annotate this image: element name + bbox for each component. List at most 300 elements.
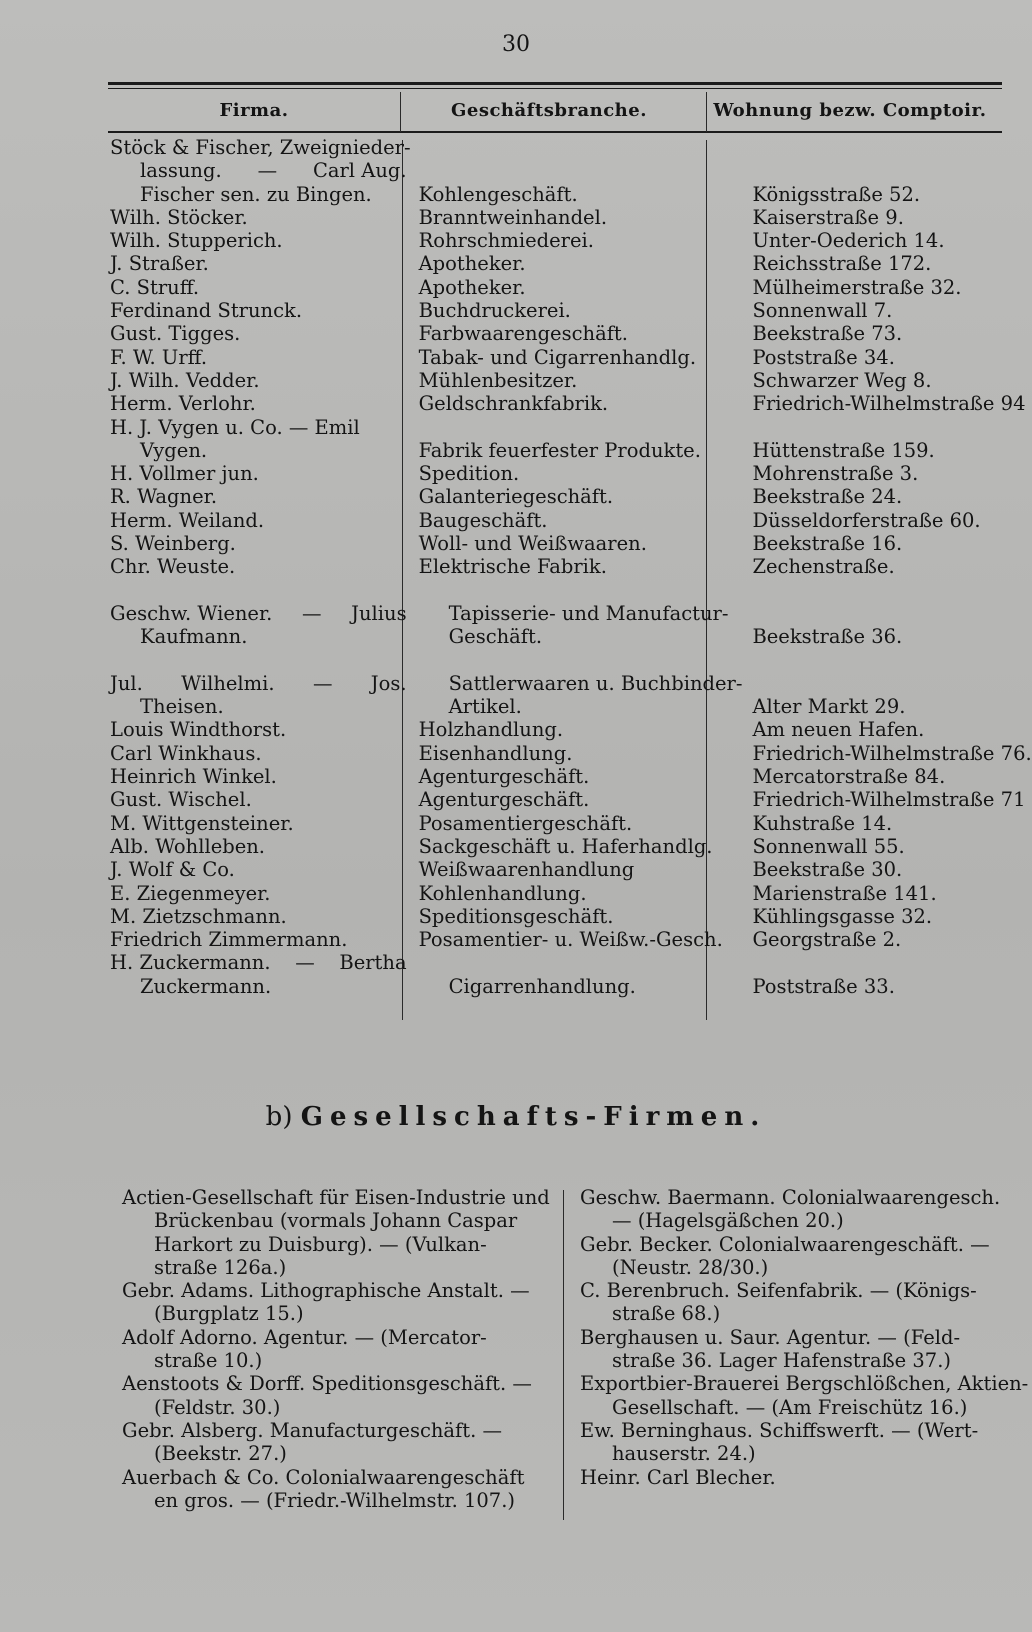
firm-name-line [110,765,411,788]
company-entry-text: Ew. Berninghaus. Schiffswerft. — (Wert- [580,1418,979,1442]
company-entry-text: Gebr. Adams. Lithographische Anstalt. — [122,1279,530,1303]
address-line: Alter Markt 29. [752,695,906,719]
branche-line: Geldschrankfabrik. [418,392,609,416]
address-cell [742,485,1032,508]
firm-name-part: J. Straßer. [110,252,209,276]
table-row [108,649,1032,719]
branche-cell [411,276,743,299]
branche-line: Apotheker. [418,252,526,276]
branche-line: Holzhandlung. [418,718,564,742]
branche-cell [411,882,743,905]
firm-name-part: Wilhelmi. [181,671,275,695]
table-row [108,252,1032,275]
company-entry-text: Geschw. Baermann. Colonialwaarengesch. [580,1186,1001,1209]
firm-name-part: Gust. Wischel. [110,788,252,812]
company-entry-text: straße 36. Lager Hafenstraße 37.) [612,1349,952,1373]
top-rule [108,82,1002,85]
firm-name-part: Theisen. [140,695,224,719]
address-cell [742,392,1032,415]
company-entry-line [580,1233,1012,1256]
firm-name-line [110,485,411,508]
branche-line: Apotheker. [418,275,526,299]
right-column [580,1186,1029,1489]
address-line: Hüttenstraße 159. [752,438,935,462]
branche-line [419,649,743,672]
firm-name-part: Fischer sen. zu Bingen. [140,182,372,206]
address-line: Beekstraße 30. [752,858,903,882]
firm-name-cell [108,718,411,741]
firm-name-line [110,812,411,835]
firm-name-cell [108,485,411,508]
firm-name-line [110,462,411,485]
firm-name-part: H. J. Vygen u. Co. — Emil [110,415,360,439]
company-entry-text: Berghausen u. Saur. Agentur. — (Feld- [580,1325,961,1349]
left-column [122,1186,550,1512]
address-cell [742,229,1032,252]
firm-name-part: H. Zuckermann. [110,951,271,975]
branche-line: Galanteriegeschäft. [418,485,614,509]
branche-cell [411,322,743,345]
header-rule [108,131,1002,133]
branche-line: Eisenhandlung. [418,741,573,765]
branche-line: Sackgeschäft u. Haferhandlg. [418,834,713,858]
firm-name-part: Herm. Weiland. [110,508,265,532]
table-row [108,718,1032,741]
firm-name-cell [108,229,411,252]
branche-line: Tapisserie- und Manufactur- [448,601,729,625]
company-entry-line [580,1186,1012,1209]
address-line: Kuhstraße 14. [752,811,893,835]
table-row [108,788,1032,811]
firm-name-part: Julius [351,601,407,625]
table-row [108,928,1032,951]
firm-name-line [110,159,411,182]
address-cell [742,322,1032,345]
header-firma: Firma. [219,100,289,121]
company-entry-text: straße 68.) [612,1302,721,1326]
address-line: Kaiserstraße 9. [752,205,904,229]
address-line: Mohrenstraße 3. [752,462,919,486]
firm-name-cell [108,299,411,322]
address-line: Am neuen Hafen. [752,718,925,742]
firm-name-cell [108,369,411,392]
company-entry-text: Gesellschaft. — (Am Freischütz 16.) [612,1395,968,1419]
firm-name-line [110,742,411,765]
table-row [108,509,1032,532]
table-row [108,392,1032,415]
company-entry-line [122,1419,546,1442]
section-title [0,1102,1032,1132]
table-row [108,416,1032,463]
address-cell [742,882,1032,905]
branche-cell [411,206,743,229]
address-cell [742,579,1032,649]
branche-cell [411,555,743,578]
company-entry-line [580,1372,1029,1396]
address-cell [742,928,1032,951]
branche-line: Kohlenhandlung. [418,881,587,905]
company-entry [122,1419,546,1466]
branche-line: Baugeschäft. [418,508,548,532]
branche-line: Spedition. [418,462,520,486]
company-entry-line [122,1349,546,1372]
firm-name-line [110,602,411,625]
firm-name-cell [108,416,411,463]
firm-name-cell [108,276,411,299]
company-entry [122,1279,546,1326]
company-entry [580,1419,1012,1466]
firm-name-line [110,532,411,555]
table-row [108,532,1032,555]
address-line: Poststraße 33. [752,974,895,998]
firm-name-cell [108,882,411,905]
firm-table [108,136,1032,998]
branche-cell [411,579,743,649]
address-cell [742,835,1032,858]
top-rule-thin [108,88,1002,89]
branche-cell [411,369,743,392]
branche-cell [411,835,743,858]
branche-cell [411,392,743,415]
firm-name-part: Herm. Verlohr. [110,392,256,416]
branche-cell [411,229,743,252]
spacer [419,136,743,159]
firm-name-part: J. Wilh. Vedder. [110,368,260,392]
firm-name-part: Jos. [370,671,407,695]
firm-name-part: J. Wolf & Co. [110,858,235,882]
branche-cell [411,905,743,928]
address-line [752,649,1032,672]
branche-line: Artikel. [448,695,522,719]
header-divider-2 [706,92,707,132]
firm-name-part: — [257,159,278,183]
firm-name-line [110,369,411,392]
firm-name-part: M. Wittgensteiner. [110,811,294,835]
firm-name-cell [108,835,411,858]
table-row [108,858,1032,881]
company-entry-line [580,1256,1012,1279]
company-entry [580,1186,1012,1233]
company-entry-text: (Feldstr. 30.) [154,1395,281,1419]
company-entry [580,1326,1012,1373]
firm-name-cell [108,765,411,788]
firm-name-part: Gust. Tigges. [110,322,241,346]
company-entry [580,1279,1012,1326]
company-entry-text: (Neustr. 28/30.) [612,1255,769,1279]
branche-cell [411,462,743,485]
firm-name-part: C. Struff. [110,275,200,299]
address-line: Kühlingsgasse 32. [752,904,933,928]
branche-line: Farbwaarengeschäft. [418,322,628,346]
branche-line: Elektrische Fabrik. [418,555,607,579]
firm-name-part: Ferdinand Strunck. [110,299,303,323]
firm-name-cell [108,742,411,765]
address-cell [742,136,1032,206]
company-entry-text: (Beekstr. 27.) [154,1442,287,1466]
company-entry-line [580,1466,1012,1489]
firm-name-part: S. Weinberg. [110,532,236,556]
firm-name-line [110,718,411,741]
address-line: Friedrich-Wilhelmstraße 76. [752,741,1032,765]
company-entry-line [122,1209,546,1232]
branche-cell [411,532,743,555]
firm-name-part: lassung. [140,159,222,183]
spacer [752,136,1032,159]
company-entry [122,1326,546,1373]
branche-line: Mühlenbesitzer. [418,368,578,392]
firm-name-line [110,555,411,578]
company-entry-line [122,1396,546,1419]
spacer [419,159,743,182]
company-entry-text: — (Hagelsgäßchen 20.) [612,1209,844,1233]
table-row [108,742,1032,765]
firm-name-part: — [312,671,333,695]
company-entry-text: straße 10.) [154,1349,263,1373]
firm-name-cell [108,462,411,485]
table-row [108,136,1032,206]
address-cell [742,718,1032,741]
address-line: Sonnenwall 55. [752,834,905,858]
firm-name-cell [108,532,411,555]
company-entry-line [122,1442,546,1465]
firm-name-line [110,928,411,951]
company-entry-line [580,1279,1012,1302]
address-line: Unter-Oederich 14. [752,229,945,253]
address-line: Beekstraße 36. [752,625,903,649]
firm-name-cell [108,951,411,998]
branche-cell [411,346,743,369]
company-entry-line [122,1372,546,1395]
firm-name-part: Kaufmann. [140,625,248,649]
firm-name-part: Stöck & Fischer, Zweignieder- [110,136,411,159]
firm-name-line [110,229,411,252]
company-entry-line [122,1279,546,1302]
company-entry-line [122,1233,546,1256]
branche-line: Rohrschmiederei. [418,229,594,253]
table-row [108,905,1032,928]
firm-name-part: E. Ziegenmeyer. [110,881,271,905]
company-entry [122,1186,550,1279]
section-prefix: b) [265,1102,293,1132]
address-line: Mercatorstraße 84. [752,765,946,789]
company-entry-text: Auerbach & Co. Colonialwaarengeschäft [122,1465,525,1489]
address-cell [742,812,1032,835]
company-entry-text: Heinr. Carl Blecher. [580,1465,776,1489]
company-entry-text: hauserstr. 24.) [612,1442,756,1466]
firm-name-cell [108,788,411,811]
company-entry-text: Harkort zu Duisburg). — (Vulkan- [154,1232,487,1256]
address-line: Georgstraße 2. [752,928,902,952]
address-line: Zechenstraße. [752,555,895,579]
firm-name-cell [108,206,411,229]
firm-name-part: F. W. Urff. [110,345,208,369]
address-line: Schwarzer Weg 8. [752,368,932,392]
branche-cell [411,299,743,322]
company-entry-text: Gebr. Alsberg. Manufacturgeschäft. — [122,1418,503,1442]
address-line: Düsseldorferstraße 60. [752,508,981,532]
address-line: Friedrich-Wilhelmstraße 94 [752,392,1026,416]
firm-name-cell [108,905,411,928]
firm-name-line [110,322,411,345]
company-entry [580,1466,1012,1489]
address-line: Beekstraße 24. [752,485,903,509]
table-row [108,322,1032,345]
address-cell [742,346,1032,369]
company-entry-text: en gros. — (Friedr.-Wilhelmstr. 107.) [154,1488,516,1512]
address-cell [742,462,1032,485]
address-cell [742,416,1032,463]
branche-cell [411,509,743,532]
address-line [752,579,1032,602]
branche-cell [411,928,743,951]
company-entry-text: (Burgplatz 15.) [154,1302,304,1326]
firm-name-part: M. Zietzschmann. [110,904,287,928]
company-entry-line [580,1326,1012,1349]
branche-line: Cigarrenhandlung. [448,974,636,998]
company-entry-line [122,1302,546,1325]
firm-name-part: — [295,951,315,975]
address-cell [742,765,1032,788]
address-cell [742,369,1032,392]
address-cell [742,905,1032,928]
table-row [108,579,1032,649]
company-entry-line [122,1326,546,1349]
company-entry-text: Exportbier-Brauerei Bergschlößchen, Aktien- [580,1372,1029,1396]
firm-name-part: Chr. Weuste. [110,555,236,579]
address-cell [742,555,1032,578]
address-line: Poststraße 34. [752,345,895,369]
firm-name-part: Heinrich Winkel. [110,765,277,789]
address-cell [742,951,1032,998]
branche-line: Posamentier- u. Weißw.-Gesch. [418,928,723,952]
spacer [419,416,743,439]
branche-line [419,579,743,602]
address-cell [742,532,1032,555]
firm-name-line [110,672,411,695]
firm-name-line [110,975,411,998]
firm-name-line [110,416,411,439]
firm-name-line [110,951,411,974]
firm-name-line [110,509,411,532]
firm-name-line [110,788,411,811]
firm-name-part: Alb. Wohlleben. [110,834,266,858]
table-row [108,555,1032,578]
table-row [108,951,1032,998]
branche-line: Agenturgeschäft. [418,788,590,812]
spacer [752,416,1032,439]
firm-name-cell [108,858,411,881]
firm-name-cell [108,555,411,578]
table-row [108,882,1032,905]
branche-line: Branntweinhandel. [418,205,608,229]
branche-line: Woll- und Weißwaaren. [418,532,647,556]
table-row [108,765,1032,788]
section-heading: Gesellschafts-Firmen. [300,1102,767,1132]
firm-name-line [110,346,411,369]
header-divider-1 [400,92,401,132]
branche-cell [411,788,743,811]
address-cell [742,649,1032,719]
firm-name-line [110,136,411,159]
header-wohnung: Wohnung bezw. Comptoir. [713,100,987,121]
spacer [752,159,1032,182]
company-entry-text: Brückenbau (vormals Johann Caspar [154,1209,518,1233]
firm-name-cell [108,928,411,951]
address-line: Reichsstraße 172. [752,252,932,276]
firm-name-cell [108,252,411,275]
table-row [108,835,1032,858]
company-entry-line [580,1419,1012,1442]
firm-name-cell [108,812,411,835]
firm-name-part: Wilh. Stöcker. [110,205,248,229]
firm-name-part: Jul. [110,671,143,695]
branche-line: Agenturgeschäft. [418,765,590,789]
address-cell [742,509,1032,532]
branche-cell [411,252,743,275]
address-cell [742,299,1032,322]
firm-name-part: Louis Windthorst. [110,718,287,742]
branche-cell [411,136,743,206]
address-line: Marienstraße 141. [752,881,937,905]
company-entry-text: Aenstoots & Dorff. Speditionsgeschäft. — [122,1372,532,1396]
firm-name-line [110,392,411,415]
firm-name-part: Zuckermann. [140,974,272,998]
firm-name-part: — [302,601,322,625]
branche-line: Kohlengeschäft. [418,182,578,206]
company-entry-text: Gebr. Becker. Colonialwaarengeschäft. — [580,1232,990,1256]
branche-line: Speditionsgeschäft. [418,904,614,928]
company-entry-text: Adolf Adorno. Agentur. — (Mercator- [122,1325,487,1349]
branche-cell [411,416,743,463]
branche-line: Weißwaarenhandlung [418,858,635,882]
company-entry [122,1466,546,1513]
branche-line [419,951,743,974]
branche-line: Fabrik feuerfester Produkte. [418,438,701,462]
address-line: Beekstraße 73. [752,322,903,346]
header-branche: Geschäftsbranche. [451,100,647,121]
page-number: 30 [502,32,530,57]
firm-name-cell [108,509,411,532]
address-cell [742,858,1032,881]
company-entry-line [580,1349,1012,1372]
firm-name-part: Geschw. Wiener. [110,601,273,625]
column-divider-b [563,1190,564,1520]
firm-name-line [110,835,411,858]
address-cell [742,788,1032,811]
firm-name-part: Carl Winkhaus. [110,741,262,765]
firm-name-part: H. Vollmer jun. [110,462,259,486]
firm-name-part: Wilh. Stupperich. [110,229,283,253]
firm-name-line [110,252,411,275]
address-line [752,602,1032,625]
table-row [108,346,1032,369]
branche-line: Sattlerwaaren u. Buchbinder- [448,671,743,695]
firm-name-line [110,882,411,905]
firm-name-line [110,276,411,299]
branche-cell [411,951,743,998]
company-entry-line [122,1256,546,1279]
firm-name-line [110,858,411,881]
firm-name-line [110,206,411,229]
company-entry-line [580,1209,1012,1232]
branche-cell [411,765,743,788]
firm-name-line [110,183,411,206]
company-entry-text: Actien-Gesellschaft für Eisen-Industrie und [122,1186,550,1209]
table-row [108,299,1032,322]
firm-name-line [110,905,411,928]
table-row [108,369,1032,392]
address-cell [742,276,1032,299]
